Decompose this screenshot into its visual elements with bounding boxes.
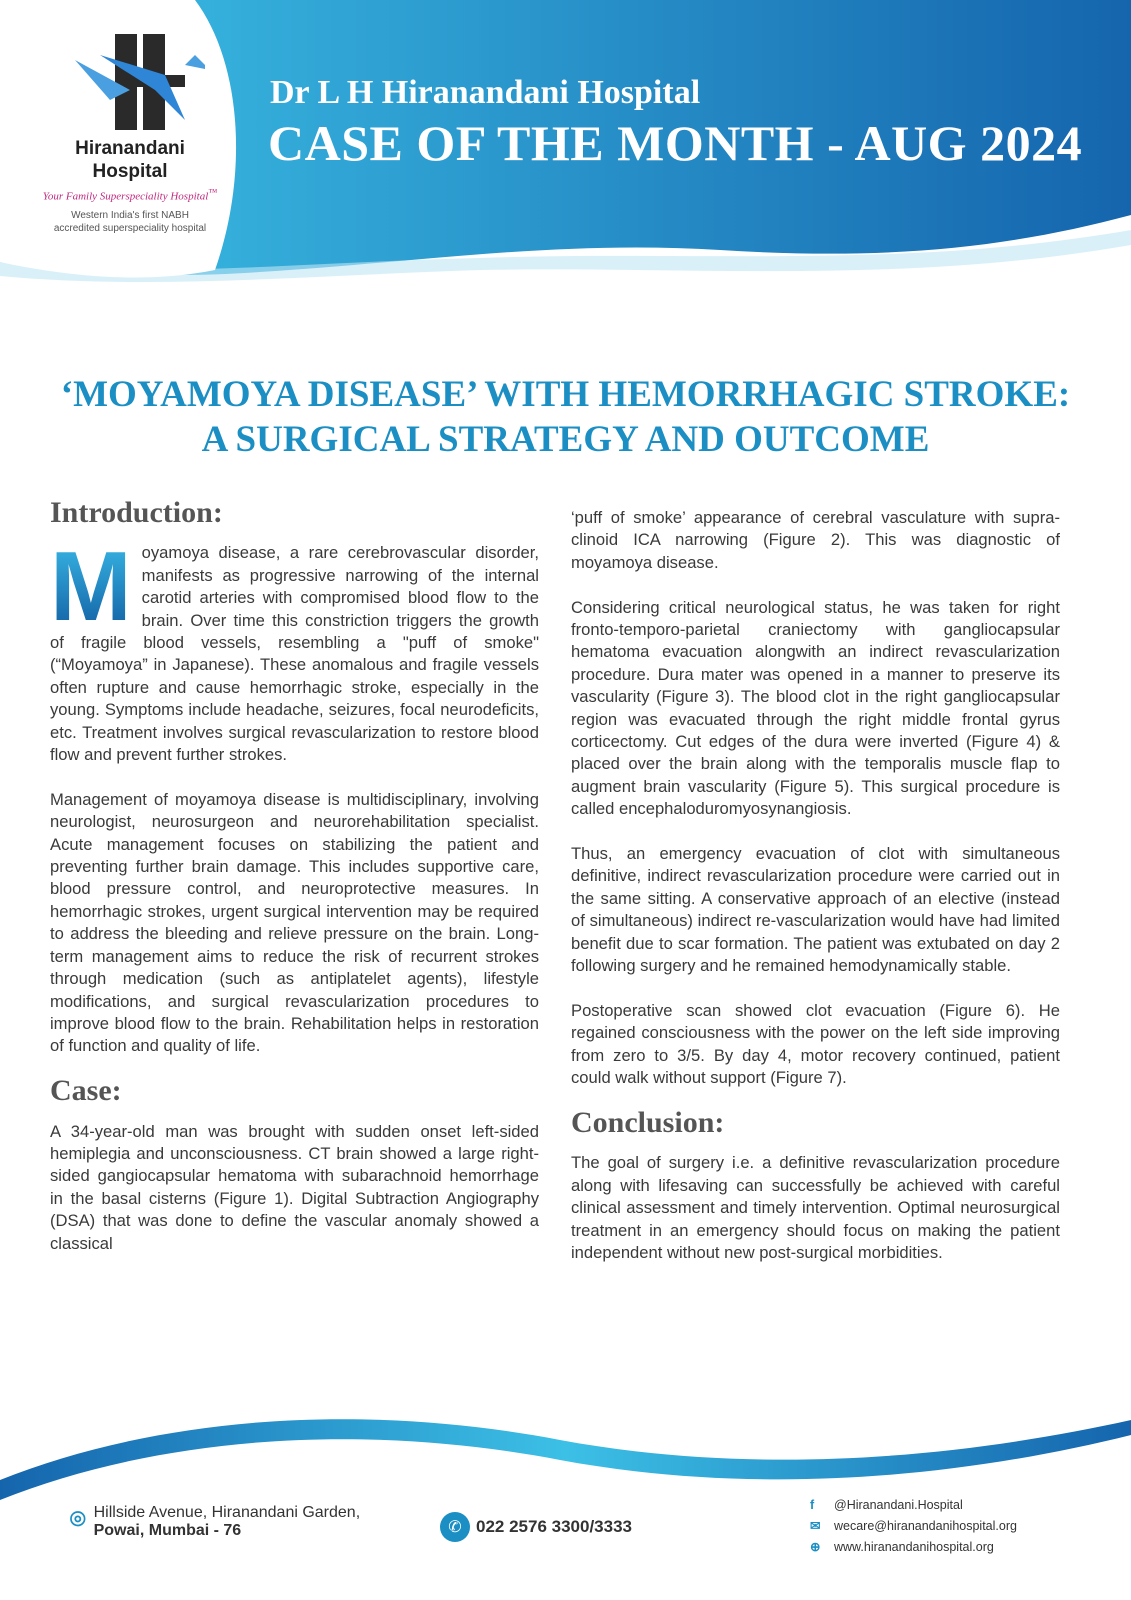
title-line1: ‘MOYAMOYA DISEASE’ WITH HEMORRHAGIC STROKE: xyxy=(60,374,1071,415)
hospital-logo xyxy=(20,30,240,235)
phone-icon: ✆ xyxy=(440,1512,470,1542)
intro-heading: Introduction: xyxy=(50,496,223,529)
intro-paragraph-2: Management of moyamoya disease is multidisciplinary, involving neurologist, neurosurgeon and neurorehabilitation specialist. Acute management focuses on stabilizing the patient and preventing further brain damage. This includes supportive care, blood pressure control, and neuroprotective measures. In hemorrhagic strokes, urgent surgical intervention may be required to address the bleeding and relieve pressure on the brain. Long-term management aims to reduce the risk of recurrent strokes through medication (such as antiplatelet agents), lifestyle modifications, and surgical revascularization procedures to improve blood flow to the brain. Rehabilitation helps in restoration of function and quality of life. xyxy=(50,789,539,1056)
case-paragraph-3: Considering critical neurological status, he was taken for right fronto-temporo-parietal craniectomy with gangliocapsular hematoma evacuation alongwith an indirect revascularization procedure. Dura mater was opened in a manner to preserve its vascularity (Figure 3). The blood clot in the right gangliocapsular region was evacuated through the right middle frontal gyrus corticectomy. Cut edges of the dura were inverted (Figure 4) & placed over the brain along with the temporalis muscle flap to augment brain vascularity (Figure 5). This surgical procedure is called encephaloduromyosynangiosis. xyxy=(571,597,1060,819)
email-link[interactable]: wecare@hiranandanihospital.org xyxy=(834,1519,1017,1533)
email-icon: ✉ xyxy=(810,1519,821,1533)
logo-birds-icon xyxy=(55,30,205,130)
title-line2: A SURGICAL STRATEGY AND OUTCOME xyxy=(201,419,930,460)
phone-number: 022 2576 3300/3333 xyxy=(476,1517,632,1536)
facebook-icon: f xyxy=(810,1498,815,1512)
logo-tagline: Your Family Superspeciality Hospital xyxy=(42,190,209,203)
website-link[interactable]: www.hiranandanihospital.org xyxy=(834,1540,994,1554)
right-column xyxy=(571,507,1060,1287)
case-paragraph-4: Thus, an emergency evacuation of clot with simultaneous definitive, indirect revascularization procedure were carried out in the same sitting. A conservative approach of an elective (instead of simultaneous) indirect re-vascularization would have had limited benefit due to scar formation. The patient was extubated on day 2 following surgery and he remained hemodynamically stable. xyxy=(571,844,1060,976)
facebook-handle[interactable]: @Hiranandani.Hospital xyxy=(834,1498,963,1512)
case-paragraph-5: Postoperative scan showed clot evacuation (Figure 6). He regained consciousness with the power on the left side improving from zero to 3/5. By day 4, motor recovery continued, patient could walk without support (Figure 7). xyxy=(571,1000,1060,1088)
article-title xyxy=(0,372,1131,462)
case-heading: Case: xyxy=(50,1074,122,1108)
conclusion-paragraph: The goal of surgery i.e. a definitive revascularization procedure along with lifesaving can successfully be achieved with careful clinical assessment and timely intervention. Optimal neurosurgical treatment in an emergency should focus on making the patient independent without new post-surgical morbidities. xyxy=(571,1153,1060,1262)
logo-sub-line1: Western India's first NABH xyxy=(71,209,189,221)
footer-address xyxy=(70,1504,360,1540)
case-paragraph-2: ‘puff of smoke’ appearance of cerebral vasculature with supra-clinoid ICA narrowing (Figure 2). This was diagnostic of moyamoya disease. xyxy=(571,508,1060,572)
address-line1: Hillside Avenue, Hiranandani Garden, xyxy=(93,1504,361,1521)
location-pin-icon: ⌾ xyxy=(70,1504,86,1534)
logo-sub-line2: accredited superspeciality hospital xyxy=(53,222,207,234)
logo-name-line1: Hiranandani xyxy=(75,138,185,159)
drop-cap: M xyxy=(50,531,132,642)
footer-contacts xyxy=(810,1495,1017,1558)
left-column xyxy=(50,496,539,1277)
logo-name-line2: Hospital xyxy=(92,161,168,182)
case-paragraph-1: A 34-year-old man was brought with sudden onset left-sided hemiplegia and unconsciousness. CT brain showed a large right-sided gangiocapsular hematoma with subarachnoid hemorrhage in the basal cisterns (Figure 1). Digital Subtraction Angiography (DSA) that was done to define the vascular anomaly showed a classical xyxy=(50,1121,539,1253)
footer-phone xyxy=(440,1512,632,1542)
globe-icon: ⊕ xyxy=(810,1540,821,1554)
trademark: ™ xyxy=(208,187,218,197)
address-line2: Powai, Mumbai - 76 xyxy=(93,1522,242,1539)
hospital-name: Dr L H Hiranandani Hospital xyxy=(270,74,701,111)
conclusion-heading: Conclusion: xyxy=(571,1105,725,1139)
case-title: CASE OF THE MONTH - AUG 2024 xyxy=(268,115,1083,171)
intro-paragraph-1: oyamoya disease, a rare cerebrovascular disorder, manifests as progressive narrowing of the internal carotid arteries with compromised blood flow to the brain. Over time this constriction triggers the growth of fragile blood vessels, resembling a "puff of smoke" (“Moyamoya” in Japanese). These anomalous and fragile vessels often rupture and cause hemorrhagic stroke, especially in the young. Symptoms include headache, seizures, focal neurodeficits, etc. Treatment involves surgical revascularization to restore blood flow and prevent further strokes. xyxy=(50,543,539,765)
